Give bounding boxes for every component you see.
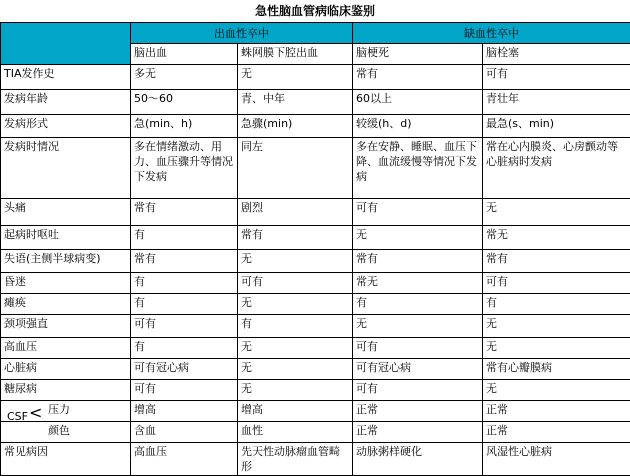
- group-header-ischemic: 缺血性卒中: [353, 23, 630, 44]
- table-cell: 正常: [483, 401, 630, 422]
- table-cell: 急(min、h): [131, 115, 238, 138]
- csf-sub-label: 压力: [48, 403, 70, 416]
- table-cell: 常有: [483, 250, 630, 273]
- row-label: 瘫痪: [1, 294, 131, 315]
- group-header-hemorrhagic: 出血性卒中: [131, 23, 353, 44]
- row-label: 起病时呕吐: [1, 226, 131, 250]
- csf-bracket: <: [29, 405, 42, 420]
- row-label: 颈项强直: [1, 315, 131, 338]
- table-cell: 剧烈: [238, 199, 353, 226]
- row-label: 发病时情况: [1, 138, 131, 199]
- table-cell: 增高: [131, 401, 238, 422]
- table-row: [1, 138, 630, 199]
- row-label: 头痛: [1, 199, 131, 226]
- table-cell: 无: [238, 65, 353, 90]
- table-cell: 动脉粥样硬化: [353, 443, 483, 476]
- table-cell: 同左: [238, 138, 353, 199]
- table-row: [1, 401, 630, 422]
- table-cell: 可有: [353, 199, 483, 226]
- table-cell: 增高: [238, 401, 353, 422]
- table-cell: 常有: [238, 226, 353, 250]
- table-row: [1, 65, 630, 90]
- table-cell: 可有: [353, 380, 483, 401]
- table-cell: 无: [483, 199, 630, 226]
- row-label: 昏迷: [1, 273, 131, 294]
- row-label: 失语(主侧半球病变): [1, 250, 131, 273]
- subheader-cerebral-embolism: 脑栓塞: [483, 44, 630, 65]
- table-cell: 无: [353, 315, 483, 338]
- table-cell: 青、中年: [238, 90, 353, 115]
- table-cell: 常无: [353, 273, 483, 294]
- table-cell: 常有: [353, 65, 483, 90]
- row-label: [1, 401, 131, 422]
- table-cell: 有: [131, 273, 238, 294]
- csf-sub-label: 颜色: [48, 424, 70, 437]
- table-cell: 无: [238, 250, 353, 273]
- table-cell: 常有: [131, 250, 238, 273]
- table-cell: 常在心内膜炎、心房颤动等心脏病时发病: [483, 138, 630, 199]
- table-cell: 较缓(h、d): [353, 115, 483, 138]
- table-row: [1, 90, 630, 115]
- table-cell: 可有: [483, 65, 630, 90]
- table-row: [1, 443, 630, 476]
- subheader-subarachnoid-hemorrhage: 蛛网膜下腔出血: [238, 44, 353, 65]
- table-cell: 常有: [131, 199, 238, 226]
- subheader-cerebral-infarction: 脑梗死: [353, 44, 483, 65]
- table-row: [1, 294, 630, 315]
- table-cell: 急骤(min): [238, 115, 353, 138]
- row-label: 发病年龄: [1, 90, 131, 115]
- table-cell: 有: [131, 294, 238, 315]
- table-cell: 血性: [238, 422, 353, 443]
- row-label: 心脏病: [1, 359, 131, 380]
- table-cell: 无: [483, 315, 630, 338]
- table-cell: 有: [353, 294, 483, 315]
- table-cell: 正常: [483, 422, 630, 443]
- row-label: TIA发作史: [1, 65, 131, 90]
- table-row: [1, 315, 630, 338]
- table-cell: 可有: [353, 338, 483, 359]
- table-row: [1, 250, 630, 273]
- table-cell: 青壮年: [483, 90, 630, 115]
- table-row: [1, 380, 630, 401]
- table-cell: 先天性动脉瘤血管畸形: [238, 443, 353, 476]
- table-cell: 常有: [353, 250, 483, 273]
- table-cell: 无: [238, 338, 353, 359]
- table-cell: 含血: [131, 422, 238, 443]
- csf-label: CSF: [7, 409, 28, 422]
- table-cell: 50～60: [131, 90, 238, 115]
- table-cell: 无: [238, 294, 353, 315]
- table-cell: 无: [483, 338, 630, 359]
- row-label: 常见病因: [1, 443, 131, 476]
- table-cell: 可有: [131, 380, 238, 401]
- table-cell: 可有冠心病: [353, 359, 483, 380]
- table-cell: 正常: [353, 401, 483, 422]
- table-cell: 有: [238, 315, 353, 338]
- page-title: 急性脑血管病临床鉴别: [0, 0, 630, 22]
- header-corner: [1, 23, 131, 65]
- table-cell: 可有: [483, 273, 630, 294]
- table-cell: 可有: [131, 315, 238, 338]
- table-cell: 多在情绪激动、用力、血压骤升等情况下发病: [131, 138, 238, 199]
- table-cell: 无: [353, 226, 483, 250]
- table-cell: 常无: [483, 226, 630, 250]
- table-cell: 无: [238, 359, 353, 380]
- table-cell: 正常: [353, 422, 483, 443]
- table-row: [1, 422, 630, 443]
- table-row: [1, 359, 630, 380]
- table-row: [1, 115, 630, 138]
- table-cell: 高血压: [131, 443, 238, 476]
- table-row: [1, 338, 630, 359]
- table-cell: 多无: [131, 65, 238, 90]
- table-cell: 常有心瓣膜病: [483, 359, 630, 380]
- row-label: 高血压: [1, 338, 131, 359]
- table-cell: 可有: [238, 273, 353, 294]
- table-cell: 有: [483, 294, 630, 315]
- table-row: [1, 273, 630, 294]
- row-label: [1, 422, 131, 443]
- table-cell: 无: [238, 380, 353, 401]
- row-label: 发病形式: [1, 115, 131, 138]
- table-row: [1, 226, 630, 250]
- subheader-cerebral-hemorrhage: 脑出血: [131, 44, 238, 65]
- table-cell: 60以上: [353, 90, 483, 115]
- table-cell: 风湿性心脏病: [483, 443, 630, 476]
- row-label: 糖尿病: [1, 380, 131, 401]
- table-cell: 可有冠心病: [131, 359, 238, 380]
- table-cell: 有: [131, 338, 238, 359]
- table-cell: 最急(s、min): [483, 115, 630, 138]
- table-cell: 有: [131, 226, 238, 250]
- table-cell: 多在安静、睡眠、血压下降、血流缓慢等情况下发病: [353, 138, 483, 199]
- table-cell: 无: [483, 380, 630, 401]
- comparison-table: [0, 22, 630, 476]
- table-row: [1, 199, 630, 226]
